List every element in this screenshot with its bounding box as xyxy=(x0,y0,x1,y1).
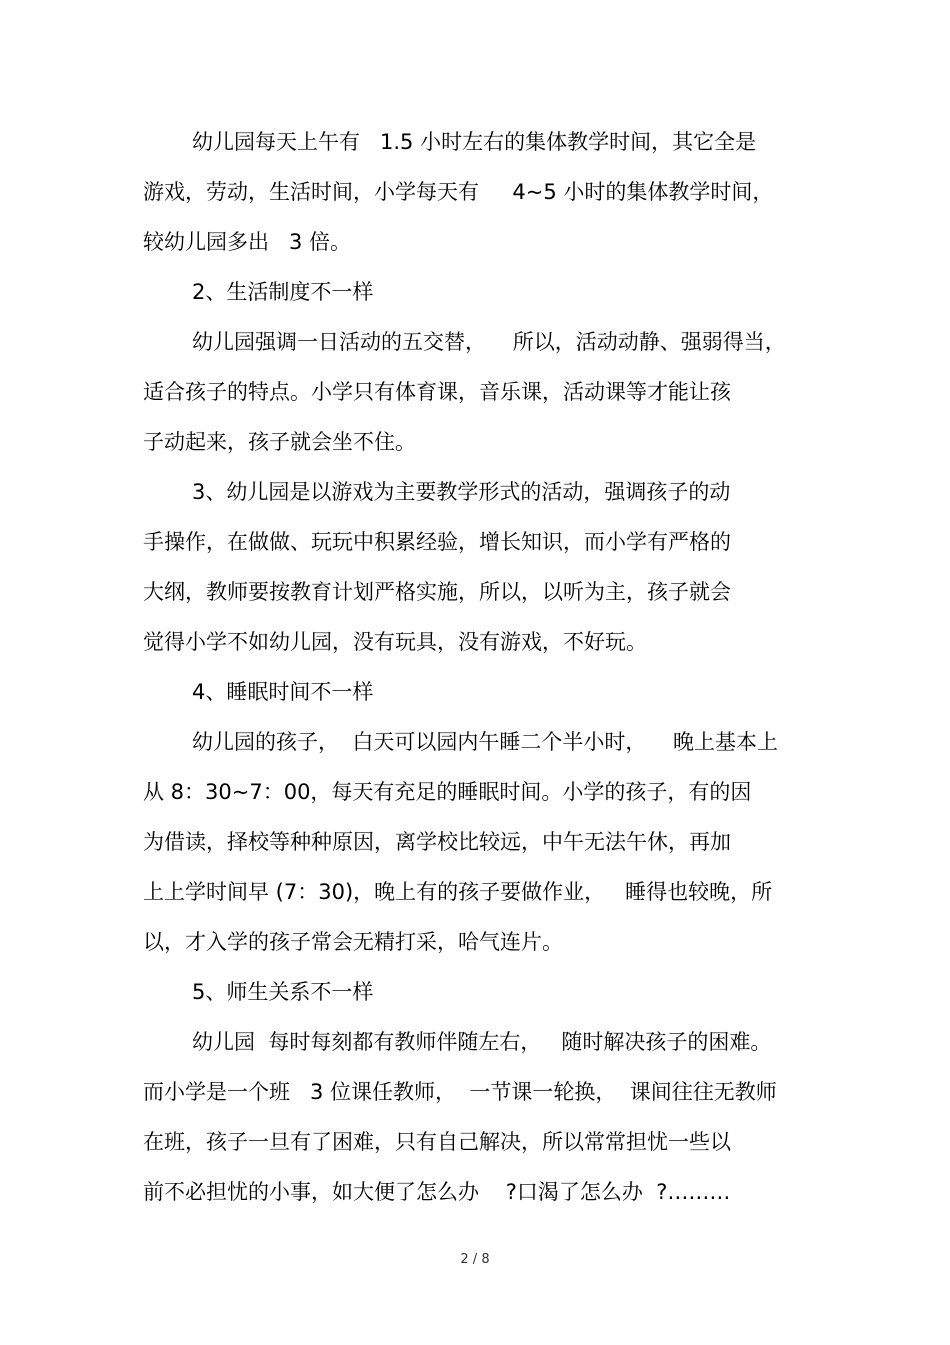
text-line-14: 从 8：30~7：00，每天有充足的睡眠时间。小学的孩子，有的因 xyxy=(143,780,752,804)
page-number: 2 / 8 xyxy=(460,1252,490,1267)
text-line-22: 前不必担忧的小事，如大便了怎么办 ?口渴了怎么办 ?……… xyxy=(143,1180,731,1204)
text-line-16: 上上学时间早 (7：30)，晚上有的孩子要做作业， 睡得也较晚，所 xyxy=(143,880,773,904)
section-heading-3: 3、幼儿园是以游戏为主要教学形式的活动，强调孩子的动 xyxy=(192,480,731,504)
text-line-3: 较幼儿园多出 3 倍。 xyxy=(143,230,352,254)
text-line-13: 幼儿园的孩子， 白天可以园内午睡二个半小时， 晚上基本上 xyxy=(192,730,779,754)
text-line-6: 适合孩子的特点。小学只有体育课，音乐课，活动课等才能让孩 xyxy=(143,380,731,404)
text-line-7: 子动起来，孩子就会坐不住。 xyxy=(143,430,416,454)
text-line-17: 以，才入学的孩子常会无精打采，哈气连片。 xyxy=(143,930,563,954)
text-line-11: 觉得小学不如幼儿园，没有玩具，没有游戏，不好玩。 xyxy=(143,630,647,654)
section-heading-4: 4、睡眠时间不一样 xyxy=(192,680,374,704)
text-line-15: 为借读，择校等种种原因，离学校比较远，中午无法午休，再加 xyxy=(143,830,731,854)
text-line-19: 幼儿园 每时每刻都有教师伴随左右， 随时解决孩子的困难。 xyxy=(192,1030,772,1054)
section-heading-2: 2、生活制度不一样 xyxy=(192,280,374,304)
text-line-9: 手操作，在做做、玩玩中积累经验，增长知识，而小学有严格的 xyxy=(143,530,731,554)
text-line-5: 幼儿园强调一日活动的五交替， 所以，活动动静、强弱得当， xyxy=(192,330,786,354)
section-heading-5: 5、师生关系不一样 xyxy=(192,980,374,1004)
text-line-1: 幼儿园每天上午有 1.5 小时左右的集体教学时间，其它全是 xyxy=(192,130,757,154)
text-line-21: 在班，孩子一旦有了困难，只有自己解决，所以常常担忧一些以 xyxy=(143,1130,731,1154)
text-line-20: 而小学是一个班 3 位课任教师， 一节课一轮换， 课间往往无教师 xyxy=(143,1080,777,1104)
text-line-2: 游戏，劳动，生活时间，小学每天有 4~5 小时的集体教学时间， xyxy=(143,180,774,204)
text-line-10: 大纲，教师要按教育计划严格实施，所以，以听为主，孩子就会 xyxy=(143,580,731,604)
